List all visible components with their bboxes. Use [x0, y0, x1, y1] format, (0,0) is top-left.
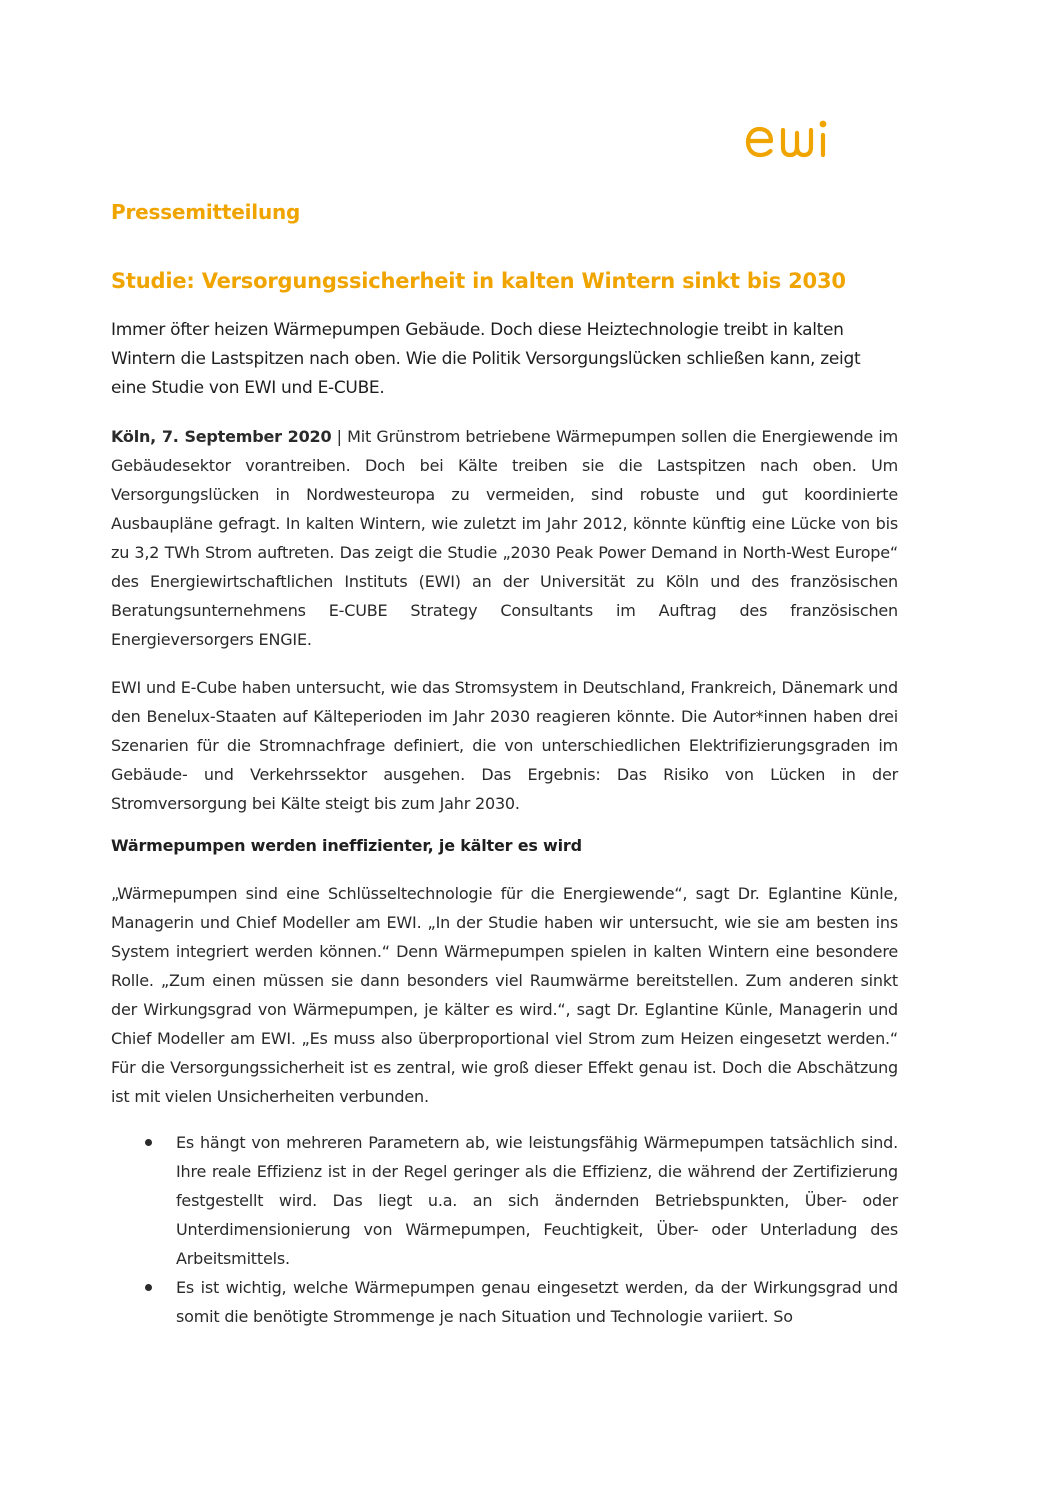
ewi-logo-mark	[744, 118, 868, 162]
document-label: Pressemitteilung	[111, 200, 301, 224]
bullet-list	[111, 1128, 898, 1331]
paragraph-study: EWI und E-Cube haben untersucht, wie das Stromsystem in Deutschland, Frankreich, Dänemark und den Benelux-Staaten auf Kälteperioden im Jahr 2030 reagieren könnte. Die Autor*innen haben drei Szenarien für die Stromnachfrage definiert, die von unterschiedlichen Elektrifizierungsgraden im Gebäude- und Verkehrssektor ausgehen. Das Ergebnis: Das Risiko von Lücken in der Stromversorgung bei Kälte steigt bis zum Jahr 2030.	[111, 678, 898, 813]
bullet-text: Es ist wichtig, welche Wärmepumpen genau eingesetzt werden, da der Wirkungsgrad und somit die benötigte Strommenge je nach Situation und Technologie variiert. So	[176, 1278, 898, 1326]
paragraph-quote: „Wärmepumpen sind eine Schlüsseltechnologie für die Energiewende“, sagt Dr. Eglantine Künle, Managerin und Chief Modeller am EWI. „In der Studie haben wir untersucht, wie sie am besten ins System integriert werden können.“ Denn Wärmepumpen spielen in kalten Wintern eine besondere Rolle. „Zum einen müssen sie dann besonders viel Raumwärme bereitstellen. Zum anderen sinkt der Wirkungsgrad von Wärmepumpen, je kälter es wird.“, sagt Dr. Eglantine Künle, Managerin und Chief Modeller am EWI. „Es muss also überproportional viel Strom zum Heizen eingesetzt werden.“ Für die Versorgungssicherheit ist es zentral, wie groß dieser Effekt genau ist. Doch die Abschätzung ist mit vielen Unsicherheiten verbunden.	[111, 884, 898, 1106]
paragraph-intro-text: | Mit Grünstrom betriebene Wärmepumpen sollen die Energiewende im Gebäudesektor vorantreiben. Doch bei Kälte treiben sie die Lastspitzen nach oben. Um Versorgungslücken in Nordwesteuropa zu vermeiden, sind robuste und gut koordinierte Ausbaupläne gefragt. In kalten Wintern, wie zuletzt im Jahr 2012, könnte künftig eine Lücke von bis zu 3,2 TWh Strom auftreten. Das zeigt die Studie „2030 Peak Power Demand in North-West Europe“ des Energiewirtschaftlichen Instituts (EWI) an der Universität zu Köln und des französischen Beratungsunternehmens E-CUBE Strategy Consultants im Auftrag des französischen Energieversorgers ENGIE.	[111, 427, 898, 649]
lead-paragraph: Immer öfter heizen Wärmepumpen Gebäude. Doch diese Heiztechnologie treibt in kalten Wintern die Lastspitzen nach oben. Wie die Politik Versorgungslücken schließen kann, zeigt eine Studie von EWI und E-CUBE.	[111, 320, 861, 398]
subheading: Wärmepumpen werden ineffizienter, je kälter es wird	[111, 836, 582, 855]
bullet-text: Es hängt von mehreren Parametern ab, wie leistungsfähig Wärmepumpen tatsächlich sind. Ihre reale Effizienz ist in der Regel geringer als die Effizienz, die während der Zertifizierung festgestellt wird. Das liegt u.a. an sich ändernden Betriebspunkten, Über- oder Unterdimensionierung von Wärmepumpen, Feuchtigkeit, Über- oder Unterladung des Arbeitsmittels.	[176, 1133, 898, 1268]
headline: Studie: Versorgungssicherheit in kalten Wintern sinkt bis 2030	[111, 269, 846, 293]
ewi-logo	[744, 118, 868, 162]
paragraph-intro	[111, 422, 898, 654]
bullet-item	[176, 1128, 898, 1273]
bullet-icon	[145, 1284, 152, 1291]
bullet-item	[176, 1273, 898, 1331]
bullet-icon	[145, 1139, 152, 1146]
dateline: Köln, 7. September 2020	[111, 427, 332, 446]
press-release-content	[111, 200, 898, 1331]
